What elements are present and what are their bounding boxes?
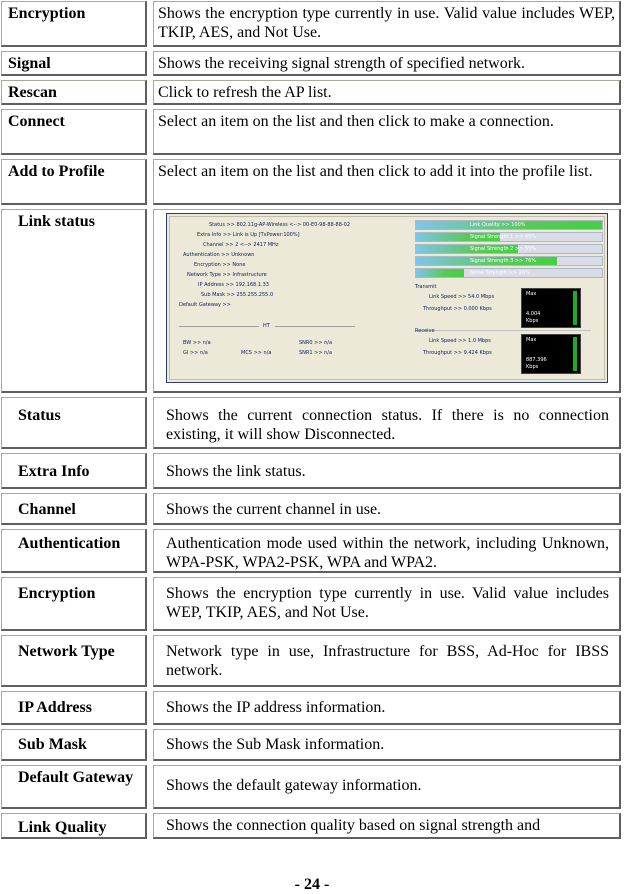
- term-cell: Default Gateway: [1, 765, 147, 809]
- description-cell: Shows the current connection status. If there is no connection existing, it will show Disconnected.: [153, 397, 621, 449]
- description-cell: Shows the current channel in use.: [153, 493, 621, 525]
- description-cell: Shows the link status.: [153, 453, 621, 489]
- rx-link-speed-text: Link Speed >> 1.0 Mbps: [429, 338, 491, 344]
- table-row: [1, 159, 621, 205]
- term-cell: Add to Profile: [1, 159, 147, 205]
- term-cell: Sub Mask: [1, 729, 147, 761]
- signal-strength-2-bar: Signal Strength 2 >> 55%: [415, 244, 603, 254]
- description-cell: Select an item on the list and then click to make a connection.: [153, 109, 621, 155]
- table-row: [1, 635, 621, 687]
- description-cell: Authentication mode used within the network, including Unknown, WPA-PSK, WPA2-PSK, WPA and WPA2.: [153, 529, 621, 573]
- rx-throughput-text: Throughput >> 9.424 Kbps: [423, 350, 492, 356]
- term-cell: IP Address: [1, 691, 147, 725]
- tx-link-speed-text: Link Speed >> 54.0 Mbps: [429, 294, 495, 300]
- signal-strength-1-bar: Signal Strength 1 >> 45%: [415, 232, 603, 242]
- bw-text: BW >> n/a: [183, 340, 211, 346]
- term-cell: Authentication: [1, 529, 147, 573]
- table-row-link-status: [1, 209, 621, 393]
- description-cell: Shows the receiving signal strength of specified network.: [153, 51, 621, 76]
- tx-throughput-graph: Max 4.004 Kbps: [521, 288, 581, 328]
- extra-info-text: Extra Info >> Link is Up [TxPower:100%]: [197, 232, 300, 238]
- sub-mask-text: Sub Mask >> 255.255.255.0: [201, 292, 274, 298]
- table-row: [1, 691, 621, 725]
- term-cell: Link status: [1, 209, 147, 393]
- link-status-screenshot: [166, 213, 608, 383]
- description-cell: Shows the Sub Mask information.: [153, 729, 621, 761]
- term-cell: Status: [1, 397, 147, 449]
- receive-label: Receive: [415, 328, 435, 334]
- network-type-text: Network Type >> Infrastructure: [187, 272, 267, 278]
- term-cell: Encryption: [1, 577, 147, 631]
- term-cell: Rescan: [1, 80, 147, 105]
- table-row: [1, 109, 621, 155]
- signal-strength-3-bar: Signal Strength 3 >> 76%: [415, 256, 603, 266]
- description-cell: Shows the IP address information.: [153, 691, 621, 725]
- table-row: [1, 1, 621, 47]
- page-number: - 24 -: [294, 876, 330, 893]
- table-row: [1, 765, 621, 809]
- table-row: [1, 80, 621, 105]
- channel-text: Channel >> 2 <--> 2417 MHz: [203, 242, 279, 248]
- term-cell: Network Type: [1, 635, 147, 687]
- table-row: [1, 577, 621, 631]
- description-cell: Select an item on the list and then click to add it into the profile list.: [153, 159, 621, 205]
- definition-table: [1, 1, 621, 839]
- description-cell: Shows the encryption type currently in use. Valid value includes WEP, TKIP, AES, and Not Use.: [153, 577, 621, 631]
- link-status-image-cell: [153, 209, 621, 393]
- snr0-text: SNR0 >> n/a: [299, 340, 333, 346]
- term-cell: Link Quality: [1, 813, 147, 839]
- link-quality-bar: Link Quality >> 100%: [415, 220, 603, 230]
- noise-strength-bar: Noise Strength >> 26%: [415, 268, 603, 278]
- rx-throughput-graph: Max 887.396 Kbps: [521, 334, 581, 374]
- gi-text: GI >> n/a: [183, 350, 208, 356]
- term-cell: Encryption: [1, 1, 147, 47]
- mcs-text: MCS >> n/a: [241, 350, 272, 356]
- term-cell: Signal: [1, 51, 147, 76]
- description-cell: Shows the default gateway information.: [153, 765, 621, 809]
- description-cell: Click to refresh the AP list.: [153, 80, 621, 105]
- table-row: [1, 397, 621, 449]
- transmit-label: Transmit: [415, 284, 437, 290]
- table-row: [1, 529, 621, 573]
- authentication-text: Authentication >> Unknown: [183, 252, 255, 258]
- status-text: Status >> 802.11g-AP-Wireless <--> 00-E0-98-88-88-02: [209, 222, 351, 228]
- description-cell: Network type in use, Infrastructure for BSS, Ad-Hoc for IBSS network.: [153, 635, 621, 687]
- table-row: [1, 51, 621, 76]
- default-gateway-text: Default Gateway >>: [179, 302, 231, 308]
- ht-label: HT: [263, 323, 270, 329]
- description-cell: Shows the encryption type currently in use. Valid value includes WEP, TKIP, AES, and Not Use.: [153, 1, 621, 47]
- encryption-text: Encryption >> None: [194, 262, 246, 268]
- term-cell: Extra Info: [1, 453, 147, 489]
- term-cell: Connect: [1, 109, 147, 155]
- table-row: [1, 729, 621, 761]
- table-row: [1, 453, 621, 489]
- tx-throughput-text: Throughput >> 0.000 Kbps: [423, 306, 492, 312]
- table-row: [1, 813, 621, 839]
- ip-address-text: IP Address >> 192.168.1.33: [198, 282, 269, 288]
- term-cell: Channel: [1, 493, 147, 525]
- table-row: [1, 493, 621, 525]
- snr1-text: SNR1 >> n/a: [299, 350, 333, 356]
- description-cell: Shows the connection quality based on signal strength and: [153, 813, 621, 839]
